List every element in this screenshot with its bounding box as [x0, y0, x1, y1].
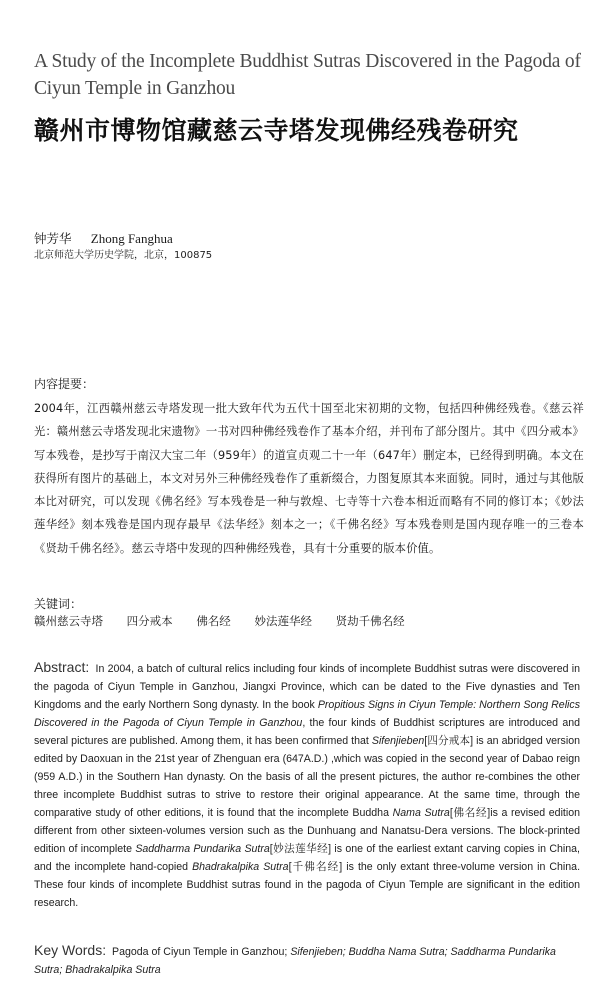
author-line: [34, 230, 594, 248]
abstract-en-text: , the four kinds of Buddhist scriptures are introduced and several pictures are published. Among them, it has been confirmed that: [34, 717, 580, 747]
keywords-en-label: Key Words:: [34, 942, 107, 958]
keywords-en: [34, 941, 580, 979]
abstract-en-text: is the only extant three-volume version in China. These four kinds of incomplete Buddhist sutras found in the pagoda of Ciyun Temple are significant in the edition research.: [34, 861, 581, 909]
abstract-en-text: is an abridged version edited by Daoxuan in the 21st year of Zhenguan era (647A.D.) ,which was copied in the second year of Dabao reign (959 A.D.) in the Southern Han dynasty. On the basis of all the present pictures, the author re-combines the other three incomplete Buddhist sutras to strive to restore their original appearance. At the same time, through the comparative study of other editions, it is found that the incomplete Buddha: [34, 735, 580, 819]
abstract-zh-text: 2004年，江西赣州慈云寺塔发现一批大致年代为五代十国至北宋初期的文物，包括四种佛经残卷。《慈云祥光：赣州慈云寺塔发现北宋遗物》一书对四种佛经残卷作了基本介绍，并刊布了部分图片。其中《四分戒本》写本残卷，是抄写于南汉大宝二年（959年）的道宣贞观二十一年（647年）删定本，已经得到明确。本文在获得所有图片的基础上，本文对另外三种佛经残卷作了重新缀合，力图复原其本来面貌。同时，通过与其他版本比对研究，可以发现《佛名经》写本残卷是一种与敦煌、七寺等十六卷本相近而略有不同的修订本；《妙法莲华经》刻本残卷是国内现存最早《法华经》刻本之一；《千佛名经》写本残卷则是国内现存唯一的三卷本《贤劫千佛名经》。慈云寺塔中发现的四种佛经残卷，具有十分重要的版本价值。: [34, 402, 584, 555]
abstract-en-label: Abstract:: [34, 659, 90, 675]
abstract-zh-label: 内容提要：: [34, 377, 95, 391]
keywords-en-plain: Pagoda of Ciyun Temple in Ganzhou;: [109, 946, 291, 958]
book-title: Propitious Signs in Ciyun Temple: Northern Song Relics Discovered in the Pagoda of Ciyun Temple in Ganzhou: [34, 699, 580, 729]
chinese-title: 赣州市博物馆藏慈云寺塔发现佛经残卷研究: [34, 116, 519, 145]
author-name-en: Zhong Fanghua: [90, 231, 173, 246]
sutra-name-zh: [千佛名经]: [288, 861, 343, 873]
sutra-name: Saddharma Pundarika Sutra: [135, 843, 270, 855]
abstract-en-text: is one of the earliest extant carving copies in China, and the incomplete hand-copied: [34, 843, 580, 873]
keyword-zh: 妙法莲华经: [254, 614, 312, 628]
sutra-name-zh: [四分戒本]: [424, 735, 474, 747]
sutra-name-zh: [妙法莲华经]: [269, 843, 332, 855]
keywords-en-italic: Sifenjieben; Buddha Nama Sutra; Saddharma Pundarika Sutra; Bhadrakalpika Sutra: [34, 946, 556, 976]
keyword-zh: 贤劫千佛名经: [335, 614, 405, 628]
keyword-zh: 佛名经: [196, 614, 231, 628]
abstract-en-text: In 2004, a batch of cultural relics including four kinds of incomplete Buddhist sutras were discovered in the pagoda of Ciyun Temple in Ganzhou, Jiangxi Province, which can be dated to the Five dynasties and Ten Kingdoms and the early Northern Song dynasty. In the book: [34, 663, 580, 711]
keywords-zh-list: [34, 613, 594, 629]
sutra-name: Sifenjieben: [371, 735, 425, 747]
keyword-zh: 四分戒本: [126, 614, 173, 628]
sutra-name-zh: [佛名经]: [449, 807, 491, 819]
author-affiliation: 北京师范大学历史学院，北京，100875: [34, 250, 213, 261]
keyword-zh: 赣州慈云寺塔: [34, 614, 103, 628]
abstract-en: [34, 658, 580, 912]
english-title: A Study of the Incomplete Buddhist Sutras Discovered in the Pagoda of Ciyun Temple in Ganzhou: [34, 51, 581, 99]
keywords-zh-label: 关键词：: [34, 597, 83, 611]
abstract-en-text: is a revised edition different from other sixteen-volumes version such as the Dunhuang and Nanatsu-Dera versions. The block-printed edition of incomplete: [34, 807, 581, 855]
author-name-zh: 钟芳华: [34, 231, 72, 246]
sutra-name: Nama Sutra: [392, 807, 450, 819]
sutra-name: Bhadrakalpika Sutra: [192, 861, 289, 873]
